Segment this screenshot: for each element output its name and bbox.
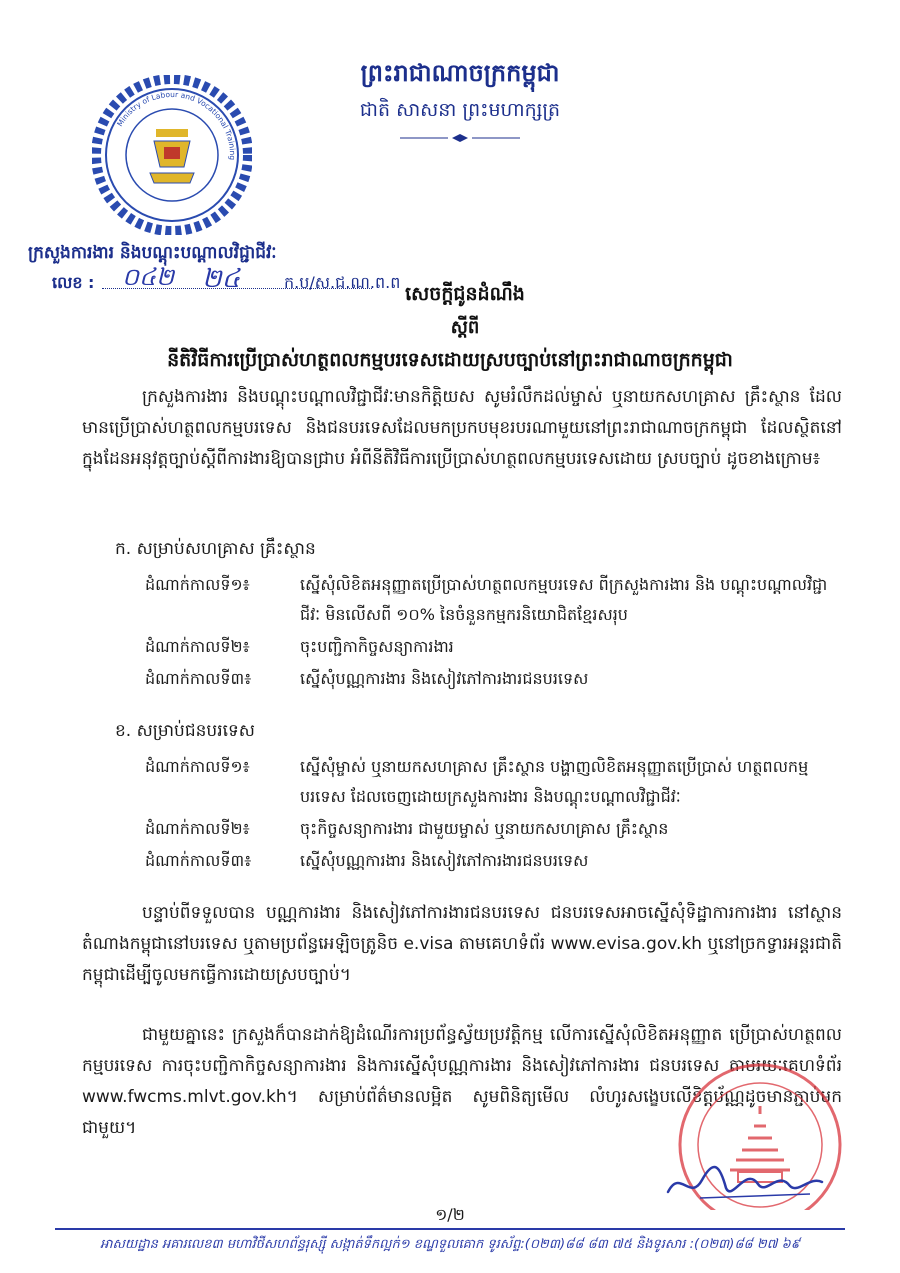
step-label: ដំណាក់កាលទី២៖ (145, 819, 250, 838)
step-text: ស្នើសុំម្ចាស់ ឬនាយកសហគ្រាស គ្រឹះស្ថាន បង្ហាញលិខិតអនុញ្ញាតប្រើប្រាស់ ហត្ថពលកម្មបរទេស ដែលចេញដោយក្រសួងការងារ និងបណ្តុះបណ្តាលវិជ្ជាជីវៈ (300, 757, 809, 806)
step-label: ដំណាក់កាលទី៣៖ (145, 851, 252, 870)
step-text: ចុះបញ្ជិកាកិច្ចសន្យាការងារ (300, 637, 454, 656)
step-label: ដំណាក់កាលទី៣៖ (145, 669, 252, 688)
motto-ornament-divider (400, 133, 520, 143)
foreigner-step-3 (145, 846, 845, 876)
step-label: ដំណាក់កាលទី១៖ (145, 575, 250, 594)
national-motto: ជាតិ សាសនា ព្រះមហាក្សត្រ (359, 99, 561, 121)
step-label: ដំណាក់កាលទី២៖ (145, 637, 250, 656)
online-system-paragraph: ជាមួយគ្នានេះ ក្រសួងក៏បានដាក់ឱ្យដំណើរការប្រព័ន្ធស្វ័យប្រវត្តិកម្ម លើការស្នើសុំលិខិតអនុញ្ញាត ប្រើប្រាស់ហត្ថពលកម្មបរទេស ការចុះបញ្ជិកាកិច្ចសន្យាការងារ និងការស្នើសុំបណ្ណការងារ និងសៀវភៅការងារ ជនបរទេស តាមរយៈគេហទំព័រ www.fwcms.mlvt.gov.kh។ សម្រាប់ព័ត៌មានលម្អិត សូមពិនិត្យមើល លំហូរសង្ខេបលើខិត្តប័ណ្ណដូចមានភ្ជាប់មកជាមួយ។ (82, 1025, 842, 1138)
reference-label: លេខ : (52, 273, 95, 292)
handwritten-reference-number: ០៤២ (122, 263, 175, 291)
section-heading-foreigner: ខ. សម្រាប់ជនបរទេស (115, 721, 255, 741)
notification-title: សេចក្តីជូនដំណឹង (405, 283, 525, 305)
step-text: ស្នើសុំបណ្ណការងារ និងសៀវភៅការងារជនបរទេស (300, 851, 589, 870)
foreigner-step-2 (145, 814, 845, 844)
visa-paragraph: បន្ទាប់ពីទទួលបាន បណ្ណការងារ និងសៀវភៅការងារជនបរទេស ជនបរទេសអាចស្នើសុំទិដ្ឋាការការងារ នៅស្ថានតំណាងកម្ពុជានៅបរទេស ឬតាមប្រព័ន្ធអេឡិចត្រូនិច e.visa តាមគេហទំព័រ www.evisa.gov.kh ឬនៅច្រកទ្វារអន្តរជាតិកម្ពុជាដើម្បីចូលមកធ្វើការដោយស្របច្បាប់។ (82, 903, 842, 985)
enterprise-step-3 (145, 664, 845, 694)
ministry-logo (92, 75, 252, 235)
enterprise-step-1 (145, 570, 845, 630)
step-text: ស្នើសុំបណ្ណការងារ និងសៀវភៅការងារជនបរទេស (300, 669, 589, 688)
reference-suffix: ក.ប/ស.ជ.ណ.ព.ព (284, 273, 401, 292)
footer-address: អាសយដ្ឋាន អគារលេខ៣ មហាវិថីសហព័ន្ធរុស្ស៊ី សង្កាត់ទឹកល្អក់១ ខណ្ឌទួលគោក ទូរស័ព្ទ:(០២៣)៨៨ ៨៣ ៧៥ និងទូរសារ :(០២៣)៨៨ ២៧ ៦៩ (100, 1237, 800, 1252)
logo-ring-text: Ministry of Labour and Vocational Training (115, 89, 238, 161)
signature (660, 1158, 830, 1208)
page-number: ១/២ (435, 1205, 465, 1224)
kingdom-heading: ព្រះរាជាណាចក្រកម្ពុជា (360, 59, 560, 87)
title-about: ស្តីពី (450, 317, 480, 338)
section-heading-enterprise: ក. សម្រាប់សហគ្រាស គ្រឹះស្ថាន (115, 539, 316, 559)
step-text: ស្នើសុំលិខិតអនុញ្ញាតប្រើប្រាស់ហត្ថពលកម្មបរទេស ពីក្រសួងការងារ និង បណ្តុះបណ្តាលវិជ្ជាជីវៈ មិនលើសពី ១០% នៃចំនួនកម្មករនិយោជិតខ្មែរសរុប (300, 575, 828, 624)
intro-paragraph: ក្រសួងការងារ និងបណ្តុះបណ្តាលវិជ្ជាជីវៈមានកិត្តិយស សូមរំលឹកដល់ម្ចាស់ ឬនាយកសហគ្រាស គ្រឹះស្ថាន ដែលមានប្រើប្រាស់ហត្ថពលកម្មបរទេស និងជនបរទេសដែលមកប្រកបមុខរបរណាមួយនៅព្រះរាជាណាចក្រកម្ពុជា ដែលស្ថិតនៅក្នុងដែនអនុវត្តច្បាប់ស្តីពីការងារឱ្យបានជ្រាប អំពីនីតិវិធីការប្រើប្រាស់ហត្ថពលកម្មបរទេសដោយ ស្របច្បាប់ ដូចខាងក្រោម៖ (82, 387, 842, 469)
step-text: ចុះកិច្ចសន្យាការងារ ជាមួយម្ចាស់ ឬនាយកសហគ្រាស គ្រឹះស្ថាន (300, 819, 669, 838)
step-label: ដំណាក់កាលទី១៖ (145, 757, 250, 776)
handwritten-reference-year: ២៤ (202, 264, 241, 294)
footer-divider (55, 1228, 845, 1230)
ministry-name: ក្រសួងការងារ និងបណ្តុះបណ្តាលវិជ្ជាជីវៈ (28, 243, 277, 263)
enterprise-step-2 (145, 632, 845, 662)
foreigner-step-1 (145, 752, 845, 812)
title-subject: នីតិវិធីការប្រើប្រាស់ហត្ថពលកម្មបរទេសដោយស្របច្បាប់នៅព្រះរាជាណាចក្រកម្ពុជា (167, 349, 733, 371)
